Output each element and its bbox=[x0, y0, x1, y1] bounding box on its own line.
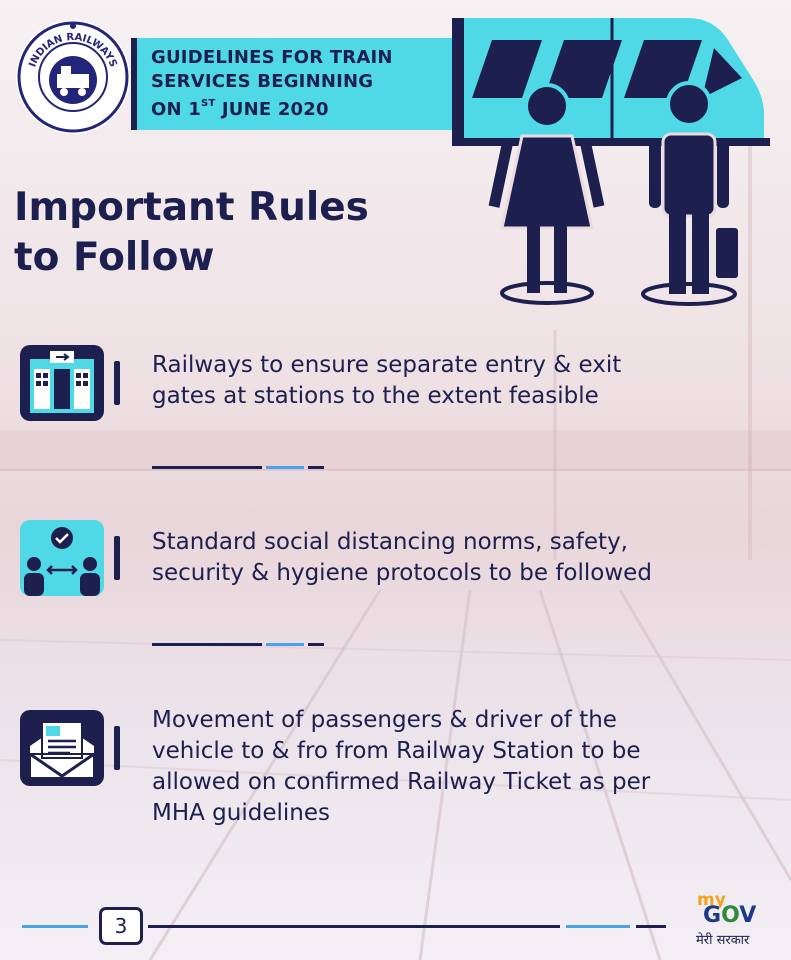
header-line-1: GUIDELINES FOR TRAIN bbox=[151, 47, 393, 68]
rule-divider-1 bbox=[152, 466, 328, 469]
indian-railways-logo bbox=[14, 18, 132, 136]
title-line-2: to Follow bbox=[14, 235, 215, 280]
rule-3-line-3: allowed on confirmed Railway Ticket as per bbox=[152, 769, 651, 795]
train-passengers-illustration bbox=[452, 18, 791, 308]
page-number: 3 bbox=[99, 907, 143, 945]
header-banner-edge bbox=[131, 38, 137, 130]
footer-line-end bbox=[636, 925, 666, 928]
rule-3-line-4: MHA guidelines bbox=[152, 800, 330, 826]
footer-line-left bbox=[22, 925, 88, 928]
mygov-my: my bbox=[697, 890, 726, 910]
header-line-3: ON 1ST JUNE 2020 bbox=[151, 98, 329, 120]
rule-divider-2 bbox=[152, 643, 328, 646]
footer-line-main bbox=[148, 925, 560, 928]
rule-2-text bbox=[152, 527, 772, 589]
rule-3-line-2: vehicle to & fro from Railway Station to be bbox=[152, 738, 641, 764]
page-title bbox=[14, 183, 454, 283]
rule-2-line-1: Standard social distancing norms, safety, bbox=[152, 529, 628, 555]
mygov-tagline: मेरी सरकार bbox=[696, 933, 750, 948]
rule-1-line-1: Railways to ensure separate entry & exit bbox=[152, 352, 622, 378]
rule-3-line-1: Movement of passengers & driver of the bbox=[152, 707, 617, 733]
header-line-2: SERVICES BEGINNING bbox=[151, 71, 374, 92]
header-title bbox=[151, 46, 451, 122]
logo-text: INDIAN RAILWAYS bbox=[27, 31, 119, 69]
social-distancing-icon bbox=[20, 520, 123, 596]
header-banner bbox=[137, 38, 455, 130]
footer-line-accent bbox=[566, 925, 630, 928]
station-gates-icon bbox=[20, 345, 123, 421]
ticket-envelope-icon bbox=[20, 710, 123, 786]
rule-3-text bbox=[152, 705, 772, 829]
mygov-logo bbox=[676, 890, 776, 952]
title-line-1: Important Rules bbox=[14, 185, 369, 230]
mygov-gov: GOV bbox=[703, 903, 757, 928]
rule-2-line-2: security & hygiene protocols to be followed bbox=[152, 560, 652, 586]
rule-1-text bbox=[152, 350, 772, 412]
rule-1-line-2: gates at stations to the extent feasible bbox=[152, 383, 599, 409]
